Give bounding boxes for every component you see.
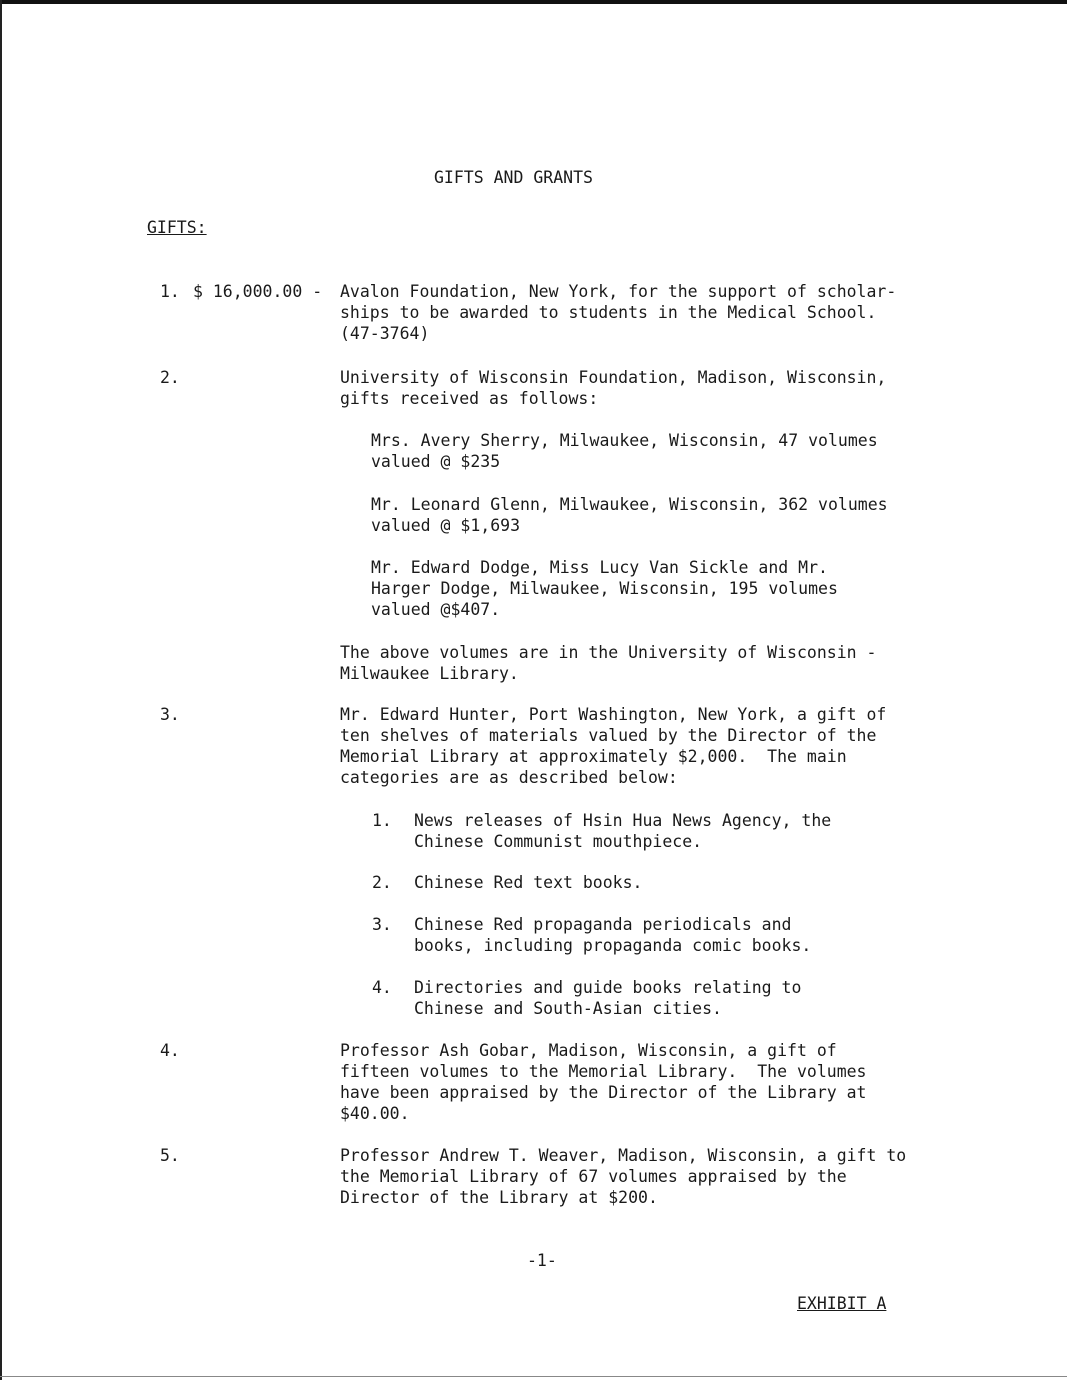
category-line: Chinese Red text books.	[414, 873, 643, 892]
page-top-border	[0, 0, 1067, 4]
category-number: 3.	[372, 915, 392, 934]
category-line: Chinese and South-Asian cities.	[414, 999, 722, 1018]
exhibit-label: EXHIBIT A	[797, 1294, 887, 1313]
item-text-line: categories are as described below:	[340, 768, 678, 787]
item-text-line: $40.00.	[340, 1104, 410, 1123]
item-text-line: (47-3764)	[340, 324, 430, 343]
item-text-line: Professor Andrew T. Weaver, Madison, Wisconsin, a gift to	[340, 1146, 907, 1165]
item-text-line: gifts received as follows:	[340, 389, 599, 408]
category-number: 2.	[372, 873, 392, 892]
note-line: Milwaukee Library.	[340, 664, 519, 683]
category-line: Chinese Red propaganda periodicals and	[414, 915, 792, 934]
category-number: 1.	[372, 811, 392, 830]
page-title: GIFTS AND GRANTS	[434, 168, 593, 187]
sub-gift-line: valued @$407.	[371, 600, 501, 619]
item-text-line: University of Wisconsin Foundation, Madison, Wisconsin,	[340, 368, 887, 387]
item-text-line: fifteen volumes to the Memorial Library. The volumes	[340, 1062, 867, 1081]
sub-gift-line: Harger Dodge, Milwaukee, Wisconsin, 195 volumes	[371, 579, 838, 598]
item-number: 3.	[160, 705, 180, 724]
item-text-line: Director of the Library at $200.	[340, 1188, 658, 1207]
item-text-line: ten shelves of materials valued by the Director of the	[340, 726, 877, 745]
category-number: 4.	[372, 978, 392, 997]
page-number: -1-	[527, 1251, 557, 1270]
item-text-line: Professor Ash Gobar, Madison, Wisconsin, a gift of	[340, 1041, 837, 1060]
category-line: Chinese Communist mouthpiece.	[414, 832, 703, 851]
item-text-line: Avalon Foundation, New York, for the support of scholar-	[340, 282, 897, 301]
item-number: 4.	[160, 1041, 180, 1060]
page-bottom-border	[0, 1376, 1067, 1377]
page-left-border	[0, 0, 2, 1380]
item-number: 2.	[160, 368, 180, 387]
gifts-heading: GIFTS:	[147, 218, 207, 237]
item-text-line: the Memorial Library of 67 volumes appraised by the	[340, 1167, 847, 1186]
note-line: The above volumes are in the University of Wisconsin -	[340, 643, 877, 662]
item-number: 1.	[160, 282, 180, 301]
category-line: books, including propaganda comic books.	[414, 936, 812, 955]
item-text-line: ships to be awarded to students in the Medical School.	[340, 303, 877, 322]
item-number: 5.	[160, 1146, 180, 1165]
sub-gift-line: Mr. Leonard Glenn, Milwaukee, Wisconsin, 362 volumes	[371, 495, 888, 514]
sub-gift-line: Mr. Edward Dodge, Miss Lucy Van Sickle and Mr.	[371, 558, 828, 577]
category-line: Directories and guide books relating to	[414, 978, 802, 997]
item-text-line: Mr. Edward Hunter, Port Washington, New York, a gift of	[340, 705, 887, 724]
item-text-line: have been appraised by the Director of the Library at	[340, 1083, 867, 1102]
item-amount: $ 16,000.00 -	[193, 282, 323, 301]
category-line: News releases of Hsin Hua News Agency, the	[414, 811, 832, 830]
item-text-line: Memorial Library at approximately $2,000. The main	[340, 747, 847, 766]
sub-gift-line: Mrs. Avery Sherry, Milwaukee, Wisconsin, 47 volumes	[371, 431, 878, 450]
sub-gift-line: valued @ $1,693	[371, 516, 521, 535]
sub-gift-line: valued @ $235	[371, 452, 501, 471]
